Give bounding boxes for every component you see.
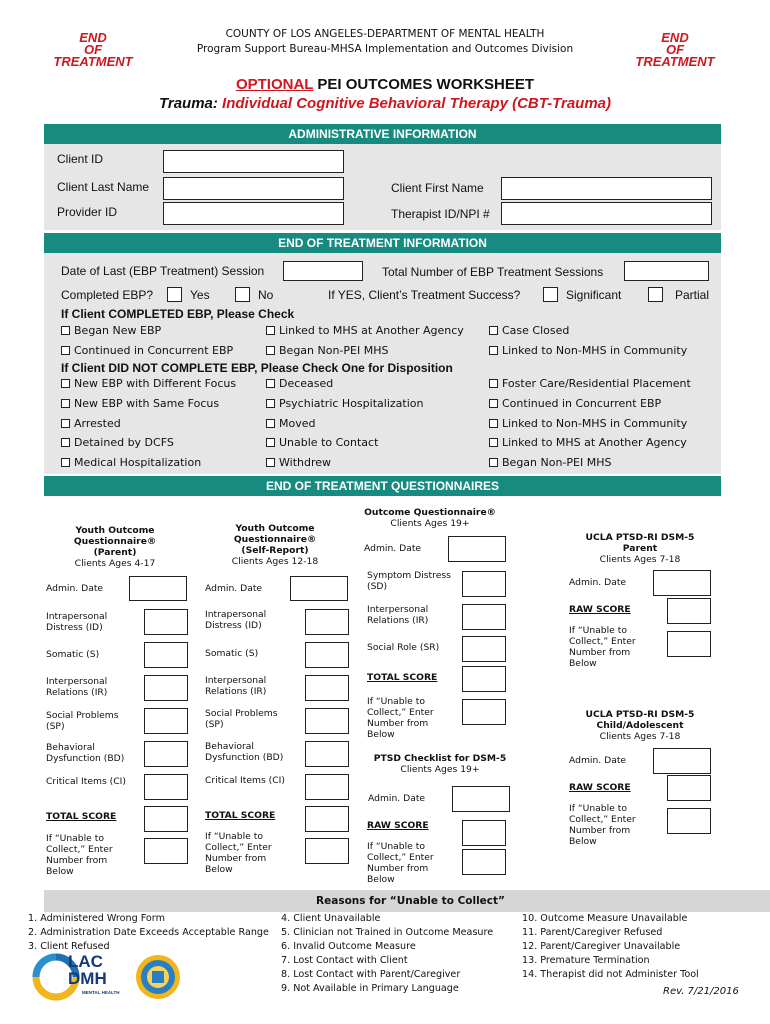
yoq-parent-score-field[interactable] (144, 774, 188, 800)
yoq-parent-item-label: Intrapersonal Distress (ID) (46, 611, 108, 633)
partial-label: Partial (675, 288, 710, 302)
ucla-child-raw-score-label: RAW SCORE (569, 782, 631, 793)
disp-col2-item[interactable]: Withdrew (266, 456, 331, 469)
oq-item-label: Social Role (SR) (367, 642, 440, 653)
yoq-parent-score-field[interactable] (144, 741, 188, 767)
pcl-unable-field[interactable] (462, 849, 506, 875)
reasons-col2: 4. Client Unavailable 5. Clinician not Trained in Outcome Measure 6. Invalid Outcome Measure 7. Lost Contact with Client 8. Lost Contact with Parent/Caregiver 9. Not Available in Primary Language (281, 913, 494, 994)
client-first-name-field[interactable] (501, 177, 712, 200)
client-last-name-field[interactable] (163, 177, 344, 200)
opt-case-closed[interactable]: Case Closed (489, 324, 569, 337)
yoq-self-item-label: Interpersonal Relations (IR) (205, 675, 267, 697)
oq-item-label: Symptom Distress (SD) (367, 570, 451, 592)
yoq-parent-score-field[interactable] (144, 609, 188, 635)
oq-item-label: Interpersonal Relations (IR) (367, 604, 429, 626)
opt-began-non-pei-mhs[interactable]: Began Non-PEI MHS (266, 344, 388, 357)
ucla-child-raw-score-field[interactable] (667, 775, 711, 801)
checkbox-icon[interactable] (61, 326, 70, 335)
agency-name: COUNTY OF LOS ANGELES-DEPARTMENT OF MENTAL HEALTH (225, 28, 545, 40)
disp-col1-item[interactable]: New EBP with Same Focus (61, 397, 219, 410)
disp-col3-item[interactable]: Continued in Concurrent EBP (489, 397, 661, 410)
provider-id-field[interactable] (163, 202, 344, 225)
checkbox-icon[interactable] (489, 458, 498, 467)
county-seal-logo (134, 953, 182, 1001)
partial-checkbox[interactable] (648, 287, 663, 302)
yoq-parent-total-label: TOTAL SCORE (46, 811, 117, 822)
pcl-admin-date-label: Admin. Date (368, 793, 426, 804)
therapist-id-label: Therapist ID/NPI # (391, 207, 490, 221)
yoq-parent-score-field[interactable] (144, 708, 188, 734)
yoq-self-total-field[interactable] (305, 806, 349, 832)
disp-col1-item[interactable]: Arrested (61, 417, 121, 430)
yoq-self-item-label: Social Problems (SP) (205, 708, 278, 730)
disp-col3-item[interactable]: Linked to Non-MHS in Community (489, 417, 687, 430)
disp-col1-item[interactable]: Medical Hospitalization (61, 456, 201, 469)
disp-col3-item[interactable]: Linked to MHS at Another Agency (489, 436, 687, 449)
disp-col3-item[interactable]: Foster Care/Residential Placement (489, 377, 691, 390)
ucla-parent-unable-label: If “Unable to Collect,” Enter Number from Below (569, 625, 636, 669)
checkbox-icon[interactable] (266, 458, 275, 467)
oq-total-label: TOTAL SCORE (367, 672, 438, 683)
yoq-parent-item-label: Critical Items (CI) (46, 776, 126, 787)
page-subtitle: Trauma: Individual Cognitive Behavioral Therapy (CBT-Trauma) (158, 95, 612, 112)
opt-linked-mhs-another-agency[interactable]: Linked to MHS at Another Agency (266, 324, 464, 337)
checkbox-icon[interactable] (489, 326, 498, 335)
total-sessions-label: Total Number of EBP Treatment Sessions (382, 265, 604, 279)
ucla-parent-admin-date-label: Admin. Date (569, 577, 627, 588)
completed-yes-checkbox[interactable] (167, 287, 182, 302)
ucla-parent-header: UCLA PTSD-RI DSM-5 Parent Clients Ages 7-18 (585, 532, 695, 565)
reasons-col3: 10. Outcome Measure Unavailable 11. Parent/Caregiver Refused 12. Parent/Caregiver Unavailable 13. Premature Termination 14. Therapist did not Administer Tool (522, 913, 699, 980)
ucla-parent-admin-date-field[interactable] (653, 570, 711, 596)
client-id-field[interactable] (163, 150, 344, 173)
pcl-raw-score-label: RAW SCORE (367, 820, 429, 831)
checkbox-icon[interactable] (61, 419, 70, 428)
ucla-child-admin-date-label: Admin. Date (569, 755, 627, 766)
significant-checkbox[interactable] (543, 287, 558, 302)
questionnaires-bar: END OF TREATMENT QUESTIONNAIRES (44, 476, 721, 496)
oq-total-field[interactable] (462, 666, 506, 692)
checkbox-icon[interactable] (489, 379, 498, 388)
checkbox-icon[interactable] (61, 399, 70, 408)
ucla-child-admin-date-field[interactable] (653, 748, 711, 774)
yoq-self-header: Youth Outcome Questionnaire® (Self-Report) Clients Ages 12-18 (231, 523, 319, 567)
oq-admin-date-field[interactable] (448, 536, 506, 562)
end-of-treatment-tag-left: END OF TREATMENT (53, 30, 133, 69)
yoq-self-score-field[interactable] (305, 609, 349, 635)
completed-ebp-label: Completed EBP? (61, 288, 154, 302)
oq-unable-label: If “Unable to Collect,” Enter Number from Below (367, 696, 434, 740)
yoq-self-item-label: Intrapersonal Distress (ID) (205, 609, 267, 631)
completed-heading: If Client COMPLETED EBP, Please Check (61, 307, 295, 321)
pcl-unable-label: If “Unable to Collect,” Enter Number from Below (367, 841, 434, 885)
client-last-name-label: Client Last Name (57, 180, 150, 194)
reasons-col1: 1. Administered Wrong Form 2. Administration Date Exceeds Acceptable Range 3. Client Refused (28, 913, 269, 952)
ucla-child-unable-field[interactable] (667, 808, 711, 834)
yoq-self-admin-date-field[interactable] (290, 576, 348, 601)
yoq-self-score-field[interactable] (305, 675, 349, 701)
disp-col2-item[interactable]: Unable to Contact (266, 436, 378, 449)
oq-score-field[interactable] (462, 604, 506, 630)
yoq-parent-unable-label: If “Unable to Collect,” Enter Number from Below (46, 833, 113, 877)
yoq-parent-unable-field[interactable] (144, 838, 188, 864)
yoq-parent-total-field[interactable] (144, 806, 188, 832)
checkbox-icon[interactable] (489, 399, 498, 408)
client-id-label: Client ID (57, 152, 104, 166)
total-sessions-field[interactable] (624, 261, 709, 281)
yoq-parent-item-label: Behavioral Dysfunction (BD) (46, 742, 125, 764)
ucla-child-header: UCLA PTSD-RI DSM-5 Child/Adolescent Clients Ages 7-18 (585, 709, 695, 742)
checkbox-icon[interactable] (489, 346, 498, 355)
disp-col3-item[interactable]: Began Non-PEI MHS (489, 456, 611, 469)
yoq-self-item-label: Behavioral Dysfunction (BD) (205, 741, 284, 763)
provider-id-label: Provider ID (57, 205, 118, 219)
checkbox-icon[interactable] (61, 458, 70, 467)
reasons-bar: Reasons for “Unable to Collect” (44, 890, 770, 912)
therapist-id-field[interactable] (501, 202, 712, 225)
ucla-parent-raw-score-field[interactable] (667, 598, 711, 624)
checkbox-icon[interactable] (266, 379, 275, 388)
yoq-self-score-field[interactable] (305, 774, 349, 800)
opt-continued-concurrent-ebp[interactable]: Continued in Concurrent EBP (61, 344, 233, 357)
date-last-session-field[interactable] (283, 261, 363, 281)
oq-unable-field[interactable] (462, 699, 506, 725)
pcl-admin-date-field[interactable] (452, 786, 510, 812)
date-last-session-label: Date of Last (EBP Treatment) Session (61, 264, 265, 278)
admin-info-bar: ADMINISTRATIVE INFORMATION (44, 124, 721, 144)
yoq-self-score-field[interactable] (305, 708, 349, 734)
disp-col1-item[interactable]: New EBP with Different Focus (61, 377, 236, 390)
county-seal-icon (134, 953, 182, 1001)
yoq-parent-score-field[interactable] (144, 642, 188, 668)
checkbox-icon[interactable] (61, 346, 70, 355)
yoq-parent-item-label: Social Problems (SP) (46, 710, 119, 732)
ucla-child-unable-label: If “Unable to Collect,” Enter Number from Below (569, 803, 636, 847)
pcl-raw-score-field[interactable] (462, 820, 506, 846)
yoq-self-item-label: Somatic (S) (205, 648, 259, 659)
client-first-name-label: Client First Name (391, 181, 484, 195)
completed-no-label: No (258, 288, 274, 302)
opt-began-new-ebp[interactable]: Began New EBP (61, 324, 161, 337)
end-of-treatment-tag-right: END OF TREATMENT (635, 30, 715, 69)
checkbox-icon[interactable] (61, 438, 70, 447)
opt-linked-non-mhs-community[interactable]: Linked to Non-MHS in Community (489, 344, 687, 357)
disp-col2-item[interactable]: Deceased (266, 377, 333, 390)
yoq-parent-score-field[interactable] (144, 675, 188, 701)
completed-no-checkbox[interactable] (235, 287, 250, 302)
oq-header: Outcome Questionnaire® Clients Ages 19+ (364, 507, 496, 529)
yoq-self-score-field[interactable] (305, 642, 349, 668)
checkbox-icon[interactable] (489, 419, 498, 428)
yoq-self-total-label: TOTAL SCORE (205, 810, 276, 821)
yoq-self-admin-date-label: Admin. Date (205, 583, 263, 594)
yoq-self-unable-label: If “Unable to Collect,” Enter Number from Below (205, 831, 272, 875)
page-title: OPTIONAL PEI OUTCOMES WORKSHEET (235, 76, 535, 93)
yoq-parent-item-label: Somatic (S) (46, 649, 100, 660)
yoq-self-item-label: Critical Items (CI) (205, 775, 285, 786)
yoq-self-unable-field[interactable] (305, 838, 349, 864)
checkbox-icon[interactable] (266, 419, 275, 428)
completed-yes-label: Yes (190, 288, 210, 302)
pcl-header: PTSD Checklist for DSM-5 Clients Ages 19+ (373, 753, 507, 775)
yoq-parent-item-label: Interpersonal Relations (IR) (46, 676, 108, 698)
lacdmh-logo: LAC DMH MENTAL HEALTH (32, 953, 124, 1003)
eot-info-bar: END OF TREATMENT INFORMATION (44, 233, 721, 253)
checkbox-icon[interactable] (266, 438, 275, 447)
significant-label: Significant (566, 288, 622, 302)
revision-date: Rev. 7/21/2016 (663, 986, 739, 997)
not-completed-heading: If Client DID NOT COMPLETE EBP, Please Check One for Disposition (61, 361, 453, 375)
division-name: Program Support Bureau-MHSA Implementation and Outcomes Division (196, 43, 574, 55)
disp-col2-item[interactable]: Moved (266, 417, 315, 430)
yoq-parent-admin-date-field[interactable] (129, 576, 187, 601)
ucla-parent-raw-score-label: RAW SCORE (569, 604, 631, 615)
oq-score-field[interactable] (462, 571, 506, 597)
disp-col1-item[interactable]: Detained by DCFS (61, 436, 174, 449)
yoq-parent-admin-date-label: Admin. Date (46, 583, 104, 594)
yoq-parent-header: Youth Outcome Questionnaire® (Parent) Clients Ages 4-17 (73, 525, 157, 569)
treatment-success-label: If YES, Client’s Treatment Success? (328, 288, 521, 302)
checkbox-icon[interactable] (266, 346, 275, 355)
checkbox-icon[interactable] (489, 438, 498, 447)
yoq-self-score-field[interactable] (305, 741, 349, 767)
checkbox-icon[interactable] (61, 379, 70, 388)
ucla-parent-unable-field[interactable] (667, 631, 711, 657)
checkbox-icon[interactable] (266, 326, 275, 335)
oq-score-field[interactable] (462, 636, 506, 662)
checkbox-icon[interactable] (266, 399, 275, 408)
oq-admin-date-label: Admin. Date (364, 543, 422, 554)
disp-col2-item[interactable]: Psychiatric Hospitalization (266, 397, 423, 410)
